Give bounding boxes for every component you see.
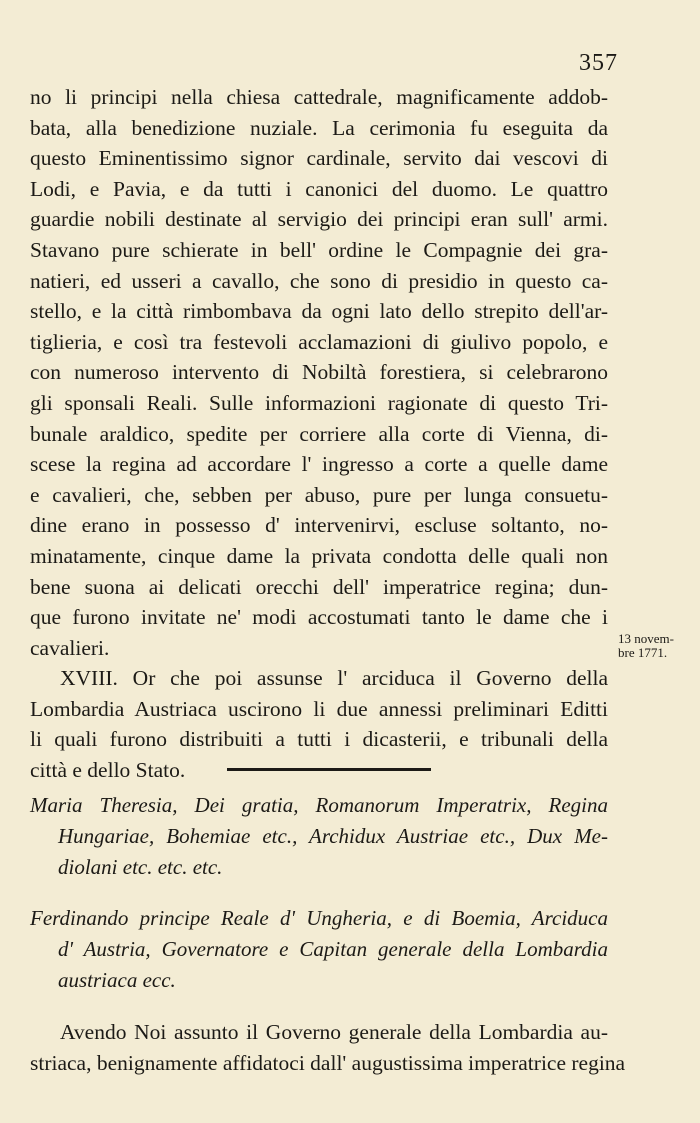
text-line: Lombardia Austriaca uscirono li due annessi preliminari Editti [30, 696, 608, 721]
section-divider [227, 768, 431, 771]
text-line: guardie nobili destinate al servigio dei principi eran sull' armi. [30, 207, 608, 232]
text-line: bene suona ai delicati orecchi dell' imperatrice regina; dun- [30, 574, 608, 599]
decree-body-opening [30, 1017, 626, 1078]
text-line: Stavano pure schierate in bell' ordine le Compagnie dei gra- [30, 237, 608, 262]
text-line: città e dello Stato. [30, 758, 186, 783]
text-line: no li principi nella chiesa cattedrale, magnificamente addob- [30, 85, 608, 109]
text-line: e cavalieri, che, sebben per abuso, pure per lunga consuetu- [30, 482, 608, 507]
heading-line: Maria Theresia, Dei gratia, Romanorum Imperatrix, Regina [30, 793, 608, 817]
heading-line: d' Austria, Governatore e Capitan generale della Lombardia [58, 937, 608, 961]
text-line: Lodi, e Pavia, e da tutti i canonici del duomo. Le quattro [30, 176, 608, 201]
heading-line: diolani etc. etc. etc. [58, 855, 223, 879]
heading-line: Ferdinando principe Reale d' Ungheria, e di Boemia, Arciduca [30, 906, 608, 930]
text-line: cavalieri. [30, 635, 110, 660]
margin-note-line: 13 novem- [618, 631, 674, 646]
text-line: questo Eminentissimo signor cardinale, servito dai vescovi di [30, 146, 608, 171]
text-line: bata, alla benedizione nuziale. La cerimonia fu eseguita da [30, 115, 608, 140]
text-line: que furono invitate ne' modi accostumati tanto le dame che i [30, 605, 608, 630]
heading-line: Hungariae, Bohemiae etc., Archidux Austriae etc., Dux Me- [58, 824, 608, 848]
page-number: 357 [579, 50, 618, 76]
heading-line: austriaca ecc. [58, 968, 176, 992]
text-line: scese la regina ad accordare l' ingresso a corte a quelle dame [30, 452, 608, 477]
text-line: striaca, benignamente affidatoci dall' augustissima imperatrice regina [30, 1050, 626, 1075]
text-line: minatamente, cinque dame la privata condotta delle quali non [30, 543, 608, 568]
text-line: tiglieria, e così tra festevoli acclamazioni di giulivo popolo, e [30, 329, 608, 354]
text-line: stello, e la città rimbombava da ogni lato dello strepito dell'ar- [30, 299, 608, 324]
text-line: li quali furono distribuiti a tutti i dicasterii, e tribunali della [30, 727, 608, 752]
text-line: gli sponsali Reali. Sulle informazioni ragionate di questo Tri- [30, 390, 608, 415]
text-line: natieri, ed usseri a cavallo, che sono di presidio in questo ca- [30, 268, 608, 293]
text-line: dine erano in possesso d' intervenirvi, escluse soltanto, no- [30, 513, 608, 538]
text-line: con numeroso intervento di Nobiltà forestiera, si celebrarono [30, 360, 608, 385]
margin-date-note [618, 632, 698, 660]
section-xviii-first-line: XVIII. Or che poi assunse l' arciduca il Governo della [60, 666, 608, 691]
decree-heading-italian [30, 903, 608, 996]
margin-note-line: bre 1771. [618, 645, 668, 660]
decree-heading-latin [30, 790, 608, 883]
text-line: Avendo Noi assunto il Governo generale della Lombardia au- [60, 1020, 608, 1044]
text-line: bunale araldico, spedite per corriere alla corte di Vienna, di- [30, 421, 608, 446]
body-text [30, 82, 608, 786]
